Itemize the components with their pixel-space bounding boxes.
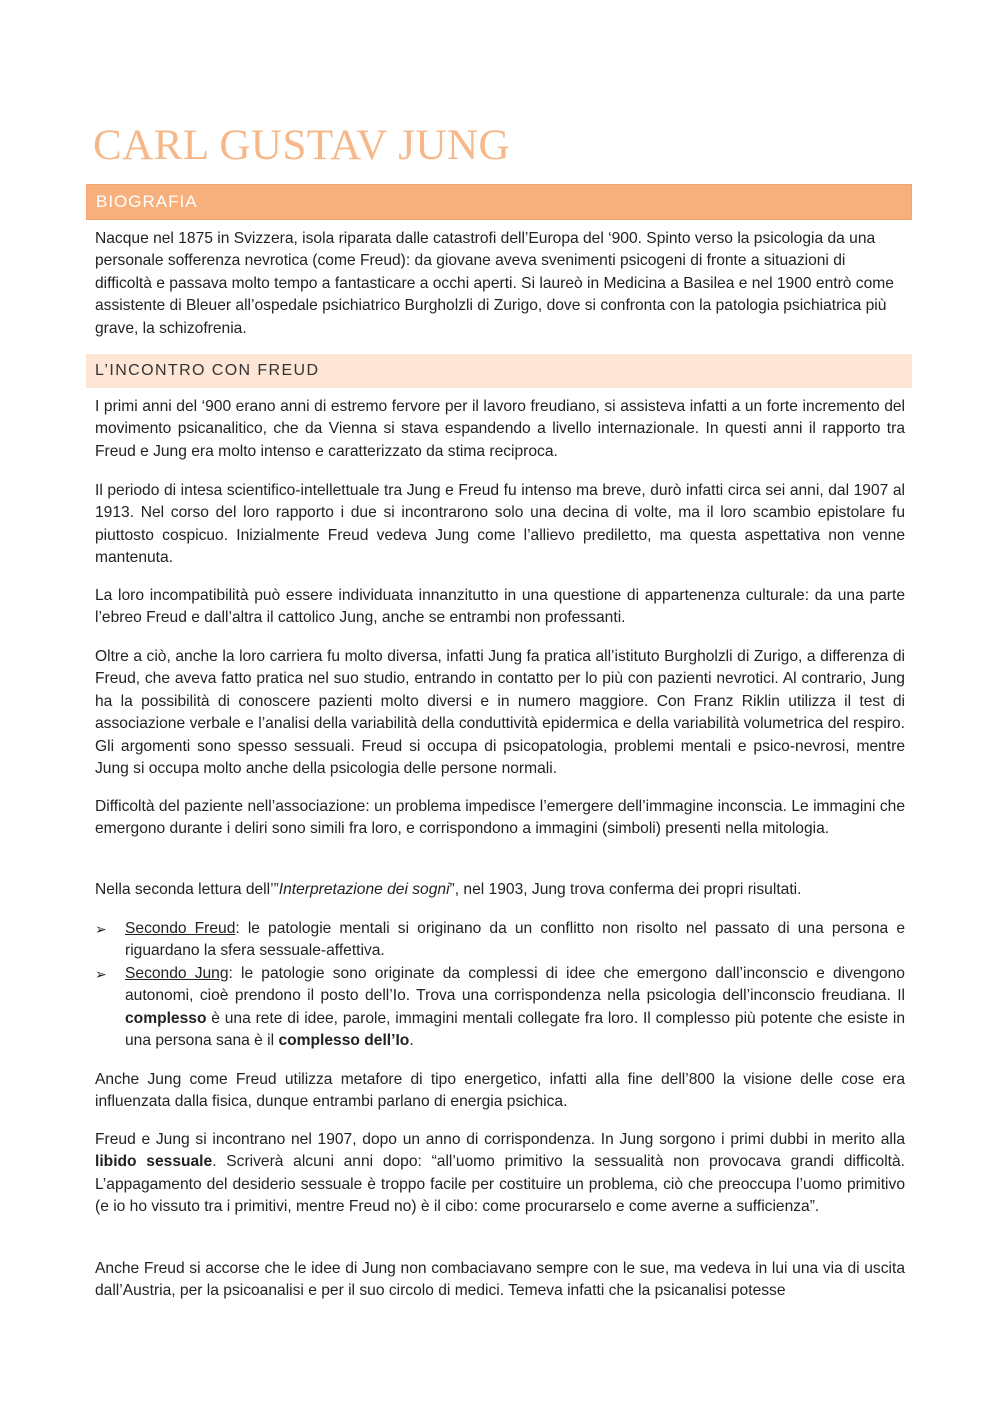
section-header-biografia bbox=[86, 184, 912, 220]
paragraph-austria: Anche Freud si accorse che le idee di Jung non combaciavano sempre con le sue, ma vedeva in lui una via di uscita dall’Austria, per la psicoanalisi e per il suo circolo di medici. Temeva infatti che la psicanalisi potesse bbox=[95, 1260, 905, 1300]
term-complesso: complesso bbox=[125, 1009, 207, 1027]
paragraph-biografia: Nacque nel 1875 in Svizzera, isola riparata dalle catastrofi dell’Europa del ‘900. Spinto verso la psicologia da una personale sofferenza nevrotica (come Freud): da giovane aveva svenimenti psicogeni di fronte a situazioni di difficoltà e passava molto tempo a fantasticare a occhi aperti. Si laureò in Medicina a Basilea e nel 1900 entrò come assistente di Bleuer all’ospedale psichiatrico Burgholzli di Zurigo, dove si confronta con la patologia psichiatrica più grave, la schizofrenia. bbox=[95, 230, 894, 337]
section-title-biografia: BIOGRAFIA bbox=[96, 192, 198, 211]
paragraph-libido bbox=[95, 1129, 905, 1219]
libido-text-b: . Scriverà alcuni anni dopo: “all’uomo primitivo la sessualità non provocava grandi difficoltà. L’appagamento del desiderio sessuale è troppo facile per costituire un problema, ciò che preoccupa l’uomo primitivo (e io ho vissuto tra i primitivi, mentre Freud no) è il cibo: come procurarselo e come averne a sufficienza”. bbox=[95, 1153, 905, 1216]
section-title-incontro: L’INCONTRO CON FREUD bbox=[95, 362, 320, 379]
interpretazione-post: ”, nel 1903, Jung trova conferma dei propri risultati. bbox=[449, 881, 802, 898]
interpretazione-title: Interpretazione dei sogni bbox=[278, 881, 450, 898]
list-text-jung-a: : le patologie sono originate da complessi di idee che emergono dall’inconscio e divengono autonomi, cioè prendono il posto dell’Io. Trova una corrispondenza nella psicologia dell’inconscio freudiana. Il bbox=[125, 964, 905, 1005]
paragraph-incompatibilita: La loro incompatibilità può essere individuata innanzitutto in una questione di appartenenza culturale: da una parte l’ebreo Freud e dall’altra il cattolico Jung, anche se entrambi non professanti. bbox=[95, 587, 905, 627]
paragraph-interpretazione bbox=[95, 879, 905, 901]
list-text-jung-b: è una rete di idee, parole, immagini mentali collegate fra loro. Il complesso più potente che esiste in una persona sana è il bbox=[125, 1009, 905, 1050]
list-label-jung: Secondo Jung bbox=[125, 964, 229, 982]
list-label-freud: Secondo Freud bbox=[125, 920, 236, 937]
interpretazione-pre: Nella seconda lettura dell’” bbox=[95, 881, 279, 898]
list-text-freud: : le patologie mentali si originano da un conflitto non risolto nel passato di una persona e riguardano la sfera sessuale-affettiva. bbox=[125, 920, 905, 960]
list-text-jung-c: . bbox=[409, 1032, 414, 1050]
arrow-bullet-icon: ➢ bbox=[95, 921, 107, 937]
term-libido: libido sessuale bbox=[95, 1153, 213, 1171]
document-title: CARL GUSTAV JUNG bbox=[93, 122, 511, 169]
paragraph-intesa: Il periodo di intesa scientifico-intellettuale tra Jung e Freud fu intenso ma breve, durò infatti circa sei anni, dal 1907 al 1913. Nel corso del loro rapporto i due si incontrarono solo una decina di volte, ma il loro scambio epistolare fu piuttosto cospicuo. Inizialmente Freud vedeva Jung come l’allievo prediletto, ma questa aspettativa non venne mantenuta. bbox=[95, 482, 905, 567]
paragraph-energia: Anche Jung come Freud utilizza metafore di tipo energetico, infatti alla fine dell’800 la visione delle cose era influenzata dalla fisica, dunque entrambi parlano di energia psichica. bbox=[95, 1071, 905, 1111]
list-item-freud bbox=[95, 918, 905, 963]
comparison-list bbox=[95, 918, 905, 1052]
term-complesso-io: complesso dell’Io bbox=[278, 1032, 410, 1050]
paragraph-associazione: Difficoltà del paziente nell’associazione: un problema impedisce l’emergere dell’immagine inconscia. Le immagini che emergono durante i deliri sono simili fra loro, e corrispondono a immagini (simboli) presenti nella mitologia. bbox=[95, 798, 905, 838]
list-item-jung bbox=[95, 963, 905, 1053]
section-header-incontro bbox=[86, 354, 912, 388]
arrow-bullet-icon: ➢ bbox=[95, 965, 107, 982]
libido-text-a: Freud e Jung si incontrano nel 1907, dopo un anno di corrispondenza. In Jung sorgono i primi dubbi in merito alla bbox=[95, 1131, 905, 1148]
paragraph-carriera: Oltre a ciò, anche la loro carriera fu molto diversa, infatti Jung fa pratica all’istituto Burgholzli di Zurigo, a differenza di Freud, che aveva fatto pratica nel suo studio, entrando in contatto per lo più con pazienti nevrotici. Al contrario, Jung ha la possibilità di conoscere pazienti molto diversi e in numero maggiore. Con Franz Riklin utilizza il test di associazione verbale e l’analisi della variabilità della conduttività epidermica e della variabilità volumetrica del respiro. Gli argomenti sono spesso sessuali. Freud si occupa di psicopatologia, problemi mentali e psico-nevrosi, mentre Jung si occupa molto anche della psicologia delle persone normali. bbox=[95, 648, 905, 778]
paragraph-fervore: I primi anni del ‘900 erano anni di estremo fervore per il lavoro freudiano, si assisteva infatti a un forte incremento del movimento psicanalitico, che da Vienna si stava espandendo a livello internazionale. In questi anni il rapporto tra Freud e Jung era molto intenso e caratterizzato da stima reciproca. bbox=[95, 398, 905, 460]
